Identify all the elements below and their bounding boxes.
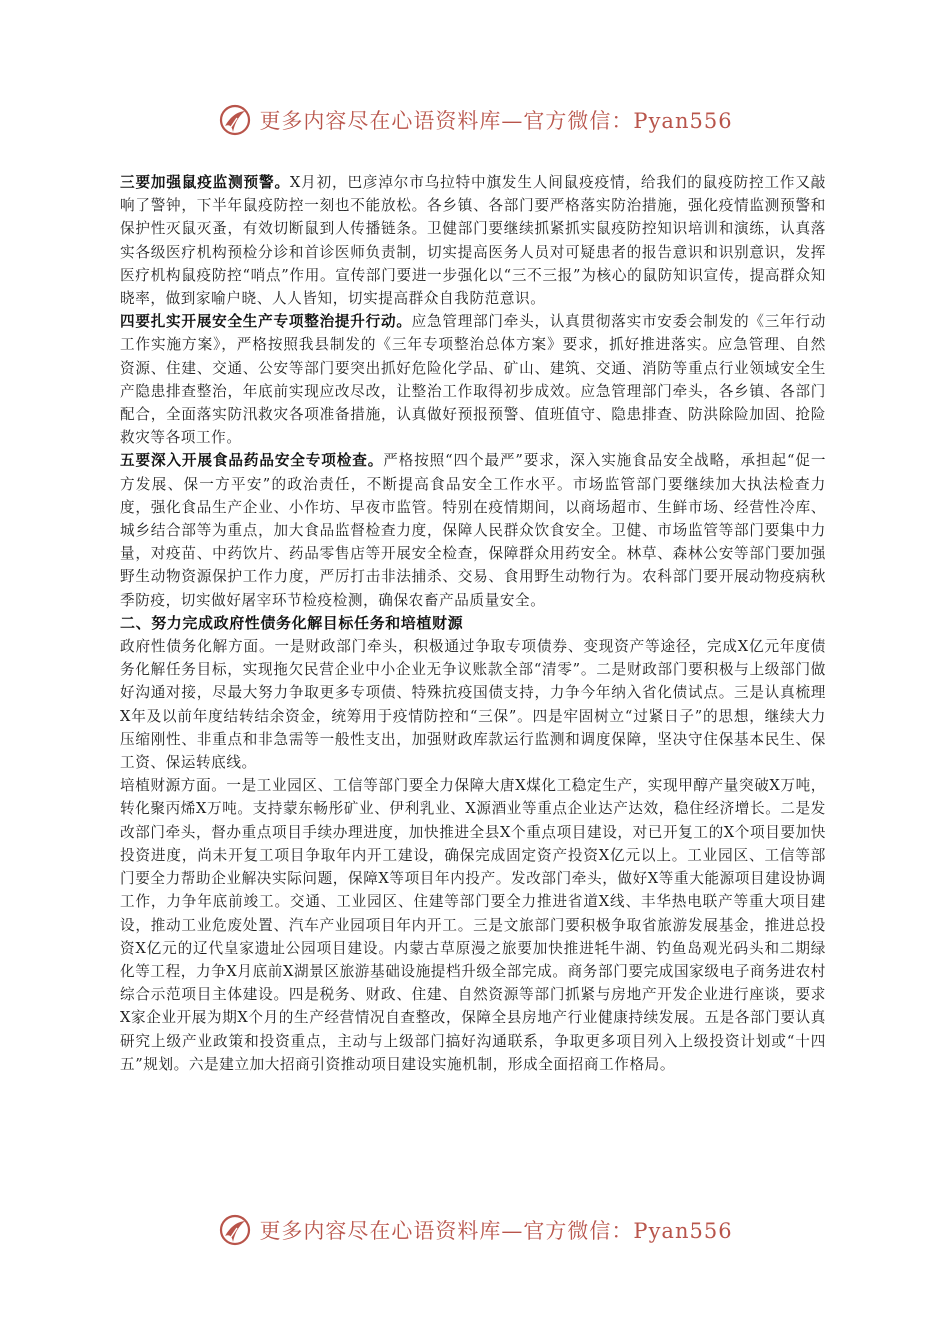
header-banner — [0, 98, 950, 142]
section-heading: 二、努力完成政府性债务化解目标任务和培植财源 — [120, 613, 464, 632]
paragraph-lead: 五要深入开展食品药品安全专项检查。 — [120, 452, 384, 470]
paragraph-revenue-cultivation: 培植财源方面。一是工业园区、工信等部门要全力保障大唐X煤化工稳定生产，实现甲醇产量突破X万吨，转化聚丙烯X万吨。支持蒙东畅彤矿业、伊利乳业、X源酒业等重点企业达产达效，稳住经济增长。二是发改部门牵头，督办重点项目手续办理进度，加快推进全县X个重点项目建设，对已开复工的X个项目要加快投资进度，尚未开复工项目争取年内开工建设，确保完成固定资产投资X亿元以上。工业园区、工信等部门要全力帮助企业解决实际问题，保障X等项目年内投产。发改部门牵头，做好X等重大能源项目建设协调工作，力争年底前竣工。交通、工业园区、住建等部门要全力推进省道X线、丰华热电联产等重大项目建设，推动工业危废处置、汽车产业园项目年内开工。三是文旅部门要积极争取省旅游发展基金，推进总投资X亿元的辽代皇家遗址公园项目建设。内蒙古草原漫之旅要加快推进牦牛湖、钓鱼岛观光码头和二期绿化等工程，力争X月底前X湖景区旅游基础设施提档升级全部完成。商务部门要完成国家级电子商务进农村综合示范项目主体建设。四是税务、财政、住建、自然资源等部门抓紧与房地产开发企业进行座谈，要求X家企业开展为期X个月的生产经营情况自查整改，保障全县房地产行业健康持续发展。五是各部门要认真研究上级产业政策和投资重点，主动与上级部门搞好沟通联系，争取更多项目列入上级投资计划或“十四五”规划。六是建立加大招商引资推动项目建设实施机制，形成全面招商工作格局。 — [120, 777, 826, 1073]
paragraph-text: X月初，巴彦淖尔市乌拉特中旗发生人间鼠疫疫情，给我们的鼠疫防控工作又敲响了警钟，下半年鼠疫防控一刻也不能放松。各乡镇、各部门要严格落实防治措施，强化疫情监测预警和保护性灭鼠灭蚤，有效切断鼠到人传播链条。卫健部门要继续抓紧抓实鼠疫防控知识培训和演练，认真落实各级医疗机构预检分诊和首诊医师负责制，切实提高医务人员对可疑患者的报告意识和识别意识，发挥医疗机构鼠疫防控“哨点”作用。宣传部门要进一步强化以“三不三报”为核心的鼠防知识宣传，提高群众知晓率，做到家喻户晓、人人皆知，切实提高群众自我防范意识。 — [120, 174, 826, 308]
ribbon-logo-icon — [217, 102, 253, 138]
paragraph-rat-plague — [120, 171, 826, 310]
paragraph-text: 严格按照“四个最严”要求，深入实施食品安全战略，承担起“促一方发展、保一方平安”的政治责任，不断提高食品安全工作水平。市场监管部门要继续加大执法检查力度，强化食品生产企业、小作坊、早夜市监管。特别在疫情期间，以商场超市、生鲜市场、经营性冷库、城乡结合部等为重点，加大食品监督检查力度，保障人民群众饮食安全。卫健、市场监管等部门要集中力量，对疫苗、中药饮片、药品零售店等开展安全检查，保障群众用药安全。林草、森林公安等部门要加强野生动物资源保护工作力度，严厉打击非法捕杀、交易、食用野生动物行为。农科部门要开展动物疫病秋季防疫，切实做好屠宰环节检疫检测，确保农畜产品质量安全。 — [120, 452, 827, 609]
banner-text: 更多内容尽在心语资料库—官方微信：Pyan556 — [259, 109, 733, 133]
banner-text: 更多内容尽在心语资料库—官方微信：Pyan556 — [259, 1219, 733, 1243]
paragraph-lead: 四要扎实开展安全生产专项整治提升行动。 — [120, 313, 412, 331]
document-body — [120, 171, 826, 1076]
paragraph-debt-resolution: 政府性债务化解方面。一是财政部门牵头，积极通过争取专项债券、变现资产等途径，完成X亿元年度债务化解任务目标，实现拖欠民营企业中小企业无争议账款全部“清零”。二是财政部门要积极与上级部门做好沟通对接，尽最大努力争取更多专项债、特殊抗疫国债支持，力争今年纳入省化债试点。三是认真梳理X年及以前年度结转结余资金，统筹用于疫情防控和“三保”。四是牢固树立“过紧日子”的思想，继续大力压缩刚性、非重点和非急需等一般性支出，加强财政库款运行监测和调度保障，坚决守住保基本民生、保工资、保运转底线。 — [120, 638, 826, 772]
paragraph-food-drug-safety — [120, 449, 826, 611]
paragraph-lead: 三要加强鼠疫监测预警。 — [120, 174, 290, 191]
paragraph-text: 应急管理部门牵头，认真贯彻落实市安委会制发的《三年行动工作实施方案》，严格按照我县制发的《三年专项整治总体方案》要求，抓好推进落实。应急管理、自然资源、住建、交通、公安等部门要突出抓好危险化学品、矿山、建筑、交通、消防等重点行业领域安全生产隐患排查整治，年底前实现应改尽改，让整治工作取得初步成效。应急管理部门牵头，各乡镇、各部门配合，全面落实防汛救灾各项准备措施，认真做好预报预警、值班值守、隐患排查、防洪除险加固、抢险救灾等各项工作。 — [120, 313, 826, 447]
paragraph-safety-production — [120, 310, 826, 449]
ribbon-logo-icon — [217, 1212, 253, 1248]
footer-banner — [0, 1208, 950, 1252]
